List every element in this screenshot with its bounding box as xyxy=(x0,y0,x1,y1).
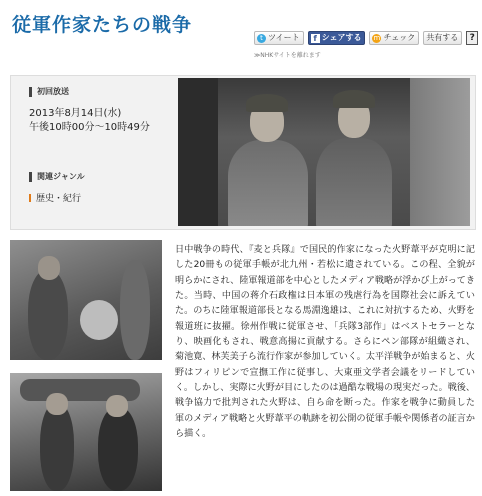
genre-link[interactable]: 歴史・紀行 xyxy=(36,194,82,204)
share-toolbar xyxy=(254,31,478,45)
shared-label: 共有する xyxy=(426,33,459,42)
photo-figure xyxy=(228,140,308,226)
broadcast-heading xyxy=(29,86,169,97)
officers-photo xyxy=(10,373,162,491)
photo-figure xyxy=(40,403,74,491)
photo-figure xyxy=(316,138,392,226)
photo-figure xyxy=(98,407,138,491)
genre-bullet xyxy=(29,194,31,202)
photo-cap xyxy=(246,94,288,112)
facebook-share-button[interactable] xyxy=(308,31,366,45)
external-site-note: ≫NHKサイトを離れます xyxy=(254,52,321,59)
facebook-f-icon: f xyxy=(311,34,320,43)
program-description: 日中戦争の時代、『麦と兵隊』で国民的作家になった火野葦平が克明に記した20冊もの従軍手帳が北九州・若松に遺されている。この程、全貌が明らかにされ、陸軍報道部を中心としたメディア戦略が浮かび上がってきた。当時、中国の蒋介石政権は日本軍の残虐行為を国際社会に訴えていた。のちに陸軍報道部長となる馬淵逸雄は、これに対抗するため、火野を報道班に抜擢。徐州作戦に従軍させ、「兵隊3部作」はベストセラーとなり、映画化もされ、戦意高揚に貢献する。さらにペン部隊が組織され、菊池寛、林芙美子ら流行作家が参加していく。太平洋戦争が始まると、火野はフィリピンで宣撫工作に従事し、大東亜文学者会議をリードしていく。しかし、実際に火野が目にしたのは過酷な戦場の現実だった。戦後、戦争協力で批判された火野は、自ら命を断った。作家を戦争に動員した軍のメディア戦略と火野葦平の軌跡を初公開の従軍手帳や関係者の証言から描く。 xyxy=(175,245,475,440)
mixi-check-button[interactable] xyxy=(369,31,419,45)
genre-heading xyxy=(29,171,169,182)
tweet-button[interactable] xyxy=(254,31,304,45)
photo-figure xyxy=(120,260,150,360)
photo-door xyxy=(410,78,470,226)
photo-wall xyxy=(178,78,218,226)
genre-item[interactable] xyxy=(29,191,169,204)
check-label: チェック xyxy=(383,33,416,42)
genre-heading-label: 関連ジャンル xyxy=(37,172,85,181)
air-time: 午後10時00分～10時49分 xyxy=(29,122,150,133)
heading-bar xyxy=(29,87,32,97)
help-icon[interactable]: ? xyxy=(466,31,478,45)
mixi-check-icon: m xyxy=(373,33,381,42)
photo-face xyxy=(38,256,60,280)
photo-drum xyxy=(80,300,118,340)
photo-cap xyxy=(333,90,375,108)
photo-face xyxy=(46,393,68,415)
air-date: 2013年8月14日(水) xyxy=(29,108,122,119)
soldiers-photo xyxy=(10,240,162,360)
share-label: シェアする xyxy=(321,33,362,42)
shared-count-button[interactable] xyxy=(423,31,462,45)
page-title: 従軍作家たちの戦争 xyxy=(12,14,193,36)
twitter-bird-icon: t xyxy=(257,34,266,43)
broadcast-info xyxy=(29,86,169,204)
broadcast-heading-label: 初回放送 xyxy=(37,87,69,96)
main-photo xyxy=(178,78,470,226)
photo-figure xyxy=(28,270,68,360)
tweet-label: ツイート xyxy=(268,33,300,42)
photo-face xyxy=(106,395,128,417)
heading-bar xyxy=(29,172,32,182)
